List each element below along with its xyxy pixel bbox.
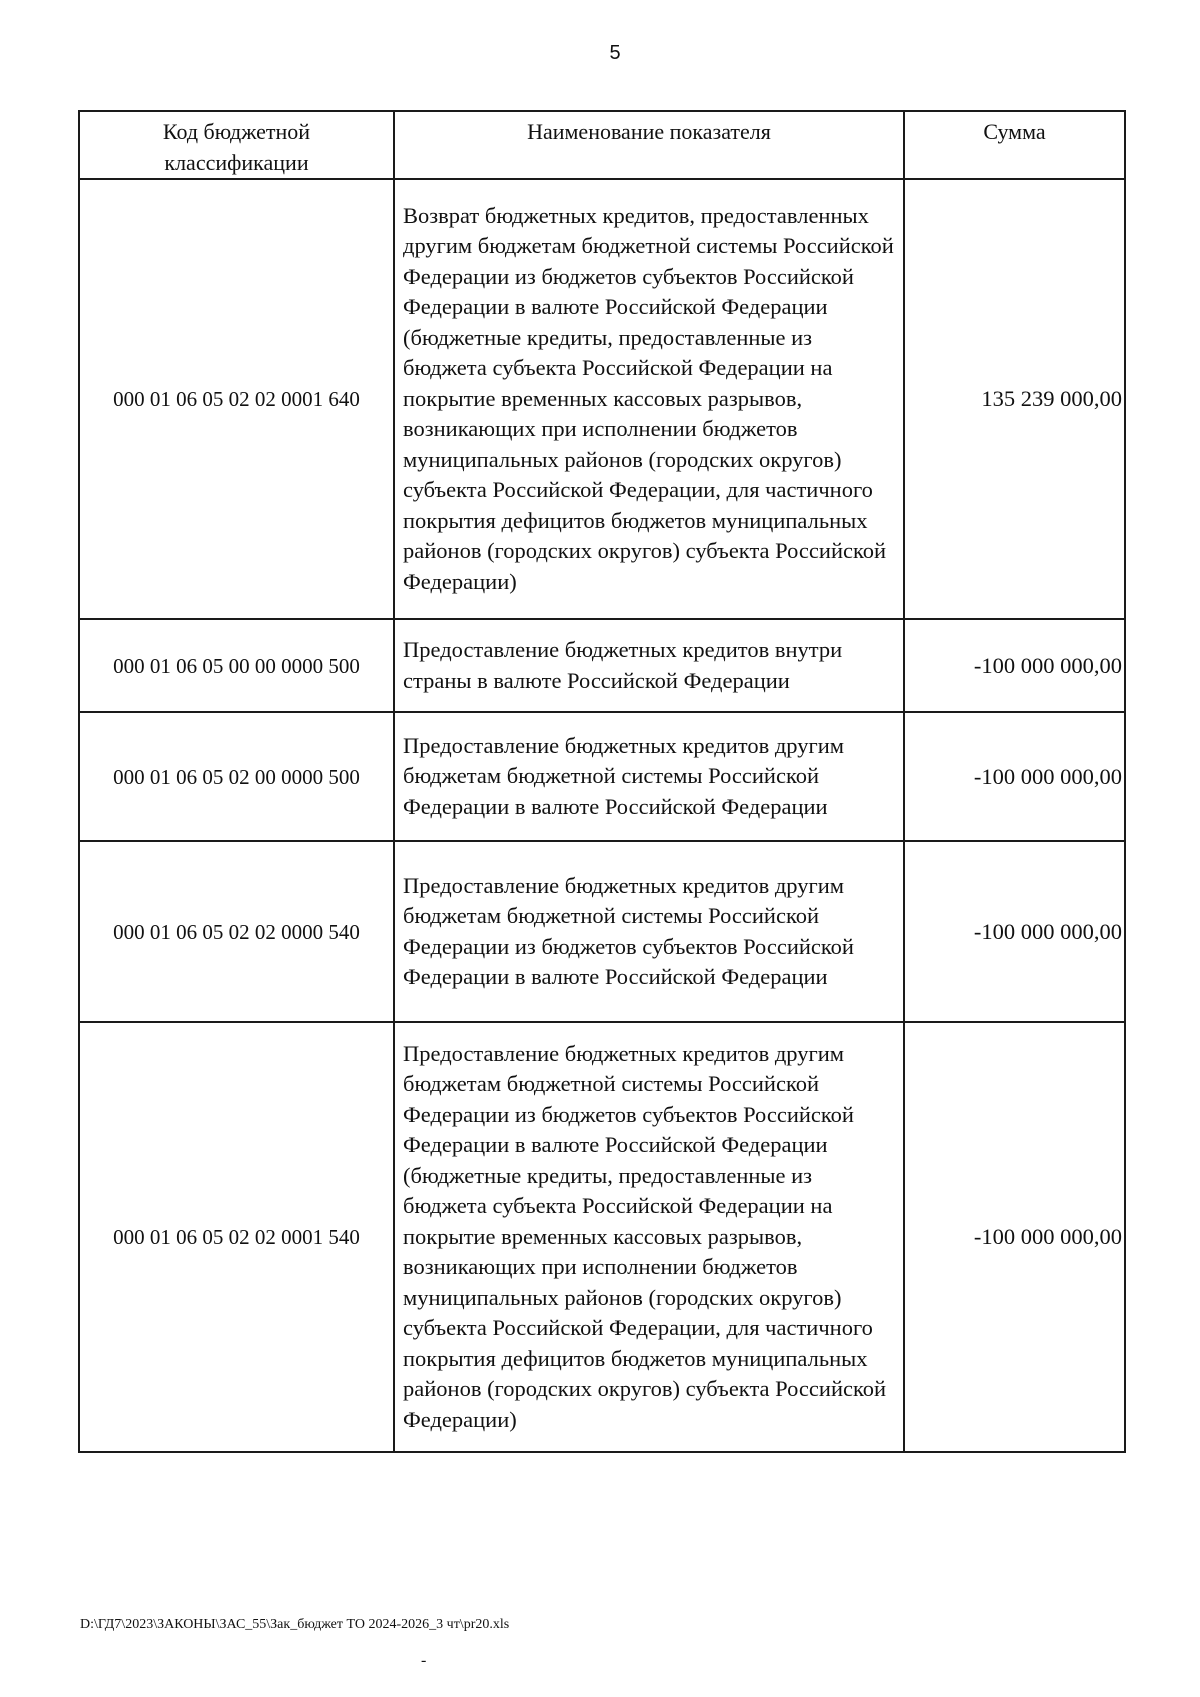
row-name: Предоставление бюджетных кредитов внутри страны в валюте Российской Федерации [394,619,904,712]
page-number: 5 [609,42,621,64]
row-code: 000 01 06 05 02 02 0001 540 [79,1022,394,1452]
table-row [79,619,1125,712]
row-sum: -100 000 000,00 [904,841,1125,1022]
table-row [79,1022,1125,1452]
row-code: 000 01 06 05 02 02 0000 540 [79,841,394,1022]
row-sum: -100 000 000,00 [904,712,1125,841]
table-row [79,179,1125,619]
row-code: 000 01 06 05 02 00 0000 500 [79,712,394,841]
row-name: Возврат бюджетных кредитов, предоставленных другим бюджетам бюджетной системы Российской Федерации из бюджетов субъектов Российской Федерации в валюте Российской Федерации (бюджетные кредиты, предоставленные из бюджета субъекта Российской Федерации на покрытие временных кассовых разрывов, возникающих при исполнении бюджетов муниципальных районов (городских округов) субъекта Российской Федерации, для частичного покрытия дефицитов бюджетов муниципальных районов (городских округов) субъекта Российской Федерации) [394,179,904,619]
header-sum: Сумма [904,111,1125,179]
row-name: Предоставление бюджетных кредитов другим бюджетам бюджетной системы Российской Федерации из бюджетов субъектов Российской Федерации в валюте Российской Федерации (бюджетные кредиты, предоставленные из бюджета субъекта Российской Федерации на покрытие временных кассовых разрывов, возникающих при исполнении бюджетов муниципальных районов (городских округов) субъекта Российской Федерации, для частичного покрытия дефицитов бюджетов муниципальных районов (городских округов) субъекта Российской Федерации) [394,1022,904,1452]
row-sum: -100 000 000,00 [904,619,1125,712]
file-path-footer: D:\ГД7\2023\ЗАКОНЫ\ЗАС_55\Зак_бюджет ТО 2024-2026_3 чт\pr20.xls [80,1617,510,1632]
table-row [79,841,1125,1022]
header-code: Код бюджетной классификации [79,111,394,179]
footer-mark: - [421,1652,427,1669]
row-code: 000 01 06 05 00 00 0000 500 [79,619,394,712]
table-header-row [79,111,1125,179]
row-sum: 135 239 000,00 [904,179,1125,619]
row-name: Предоставление бюджетных кредитов другим бюджетам бюджетной системы Российской Федерации из бюджетов субъектов Российской Федерации в валюте Российской Федерации [394,841,904,1022]
budget-table [78,110,1126,1453]
row-sum: -100 000 000,00 [904,1022,1125,1452]
row-name: Предоставление бюджетных кредитов другим бюджетам бюджетной системы Российской Федерации в валюте Российской Федерации [394,712,904,841]
header-name: Наименование показателя [394,111,904,179]
row-code: 000 01 06 05 02 02 0001 640 [79,179,394,619]
table-row [79,712,1125,841]
